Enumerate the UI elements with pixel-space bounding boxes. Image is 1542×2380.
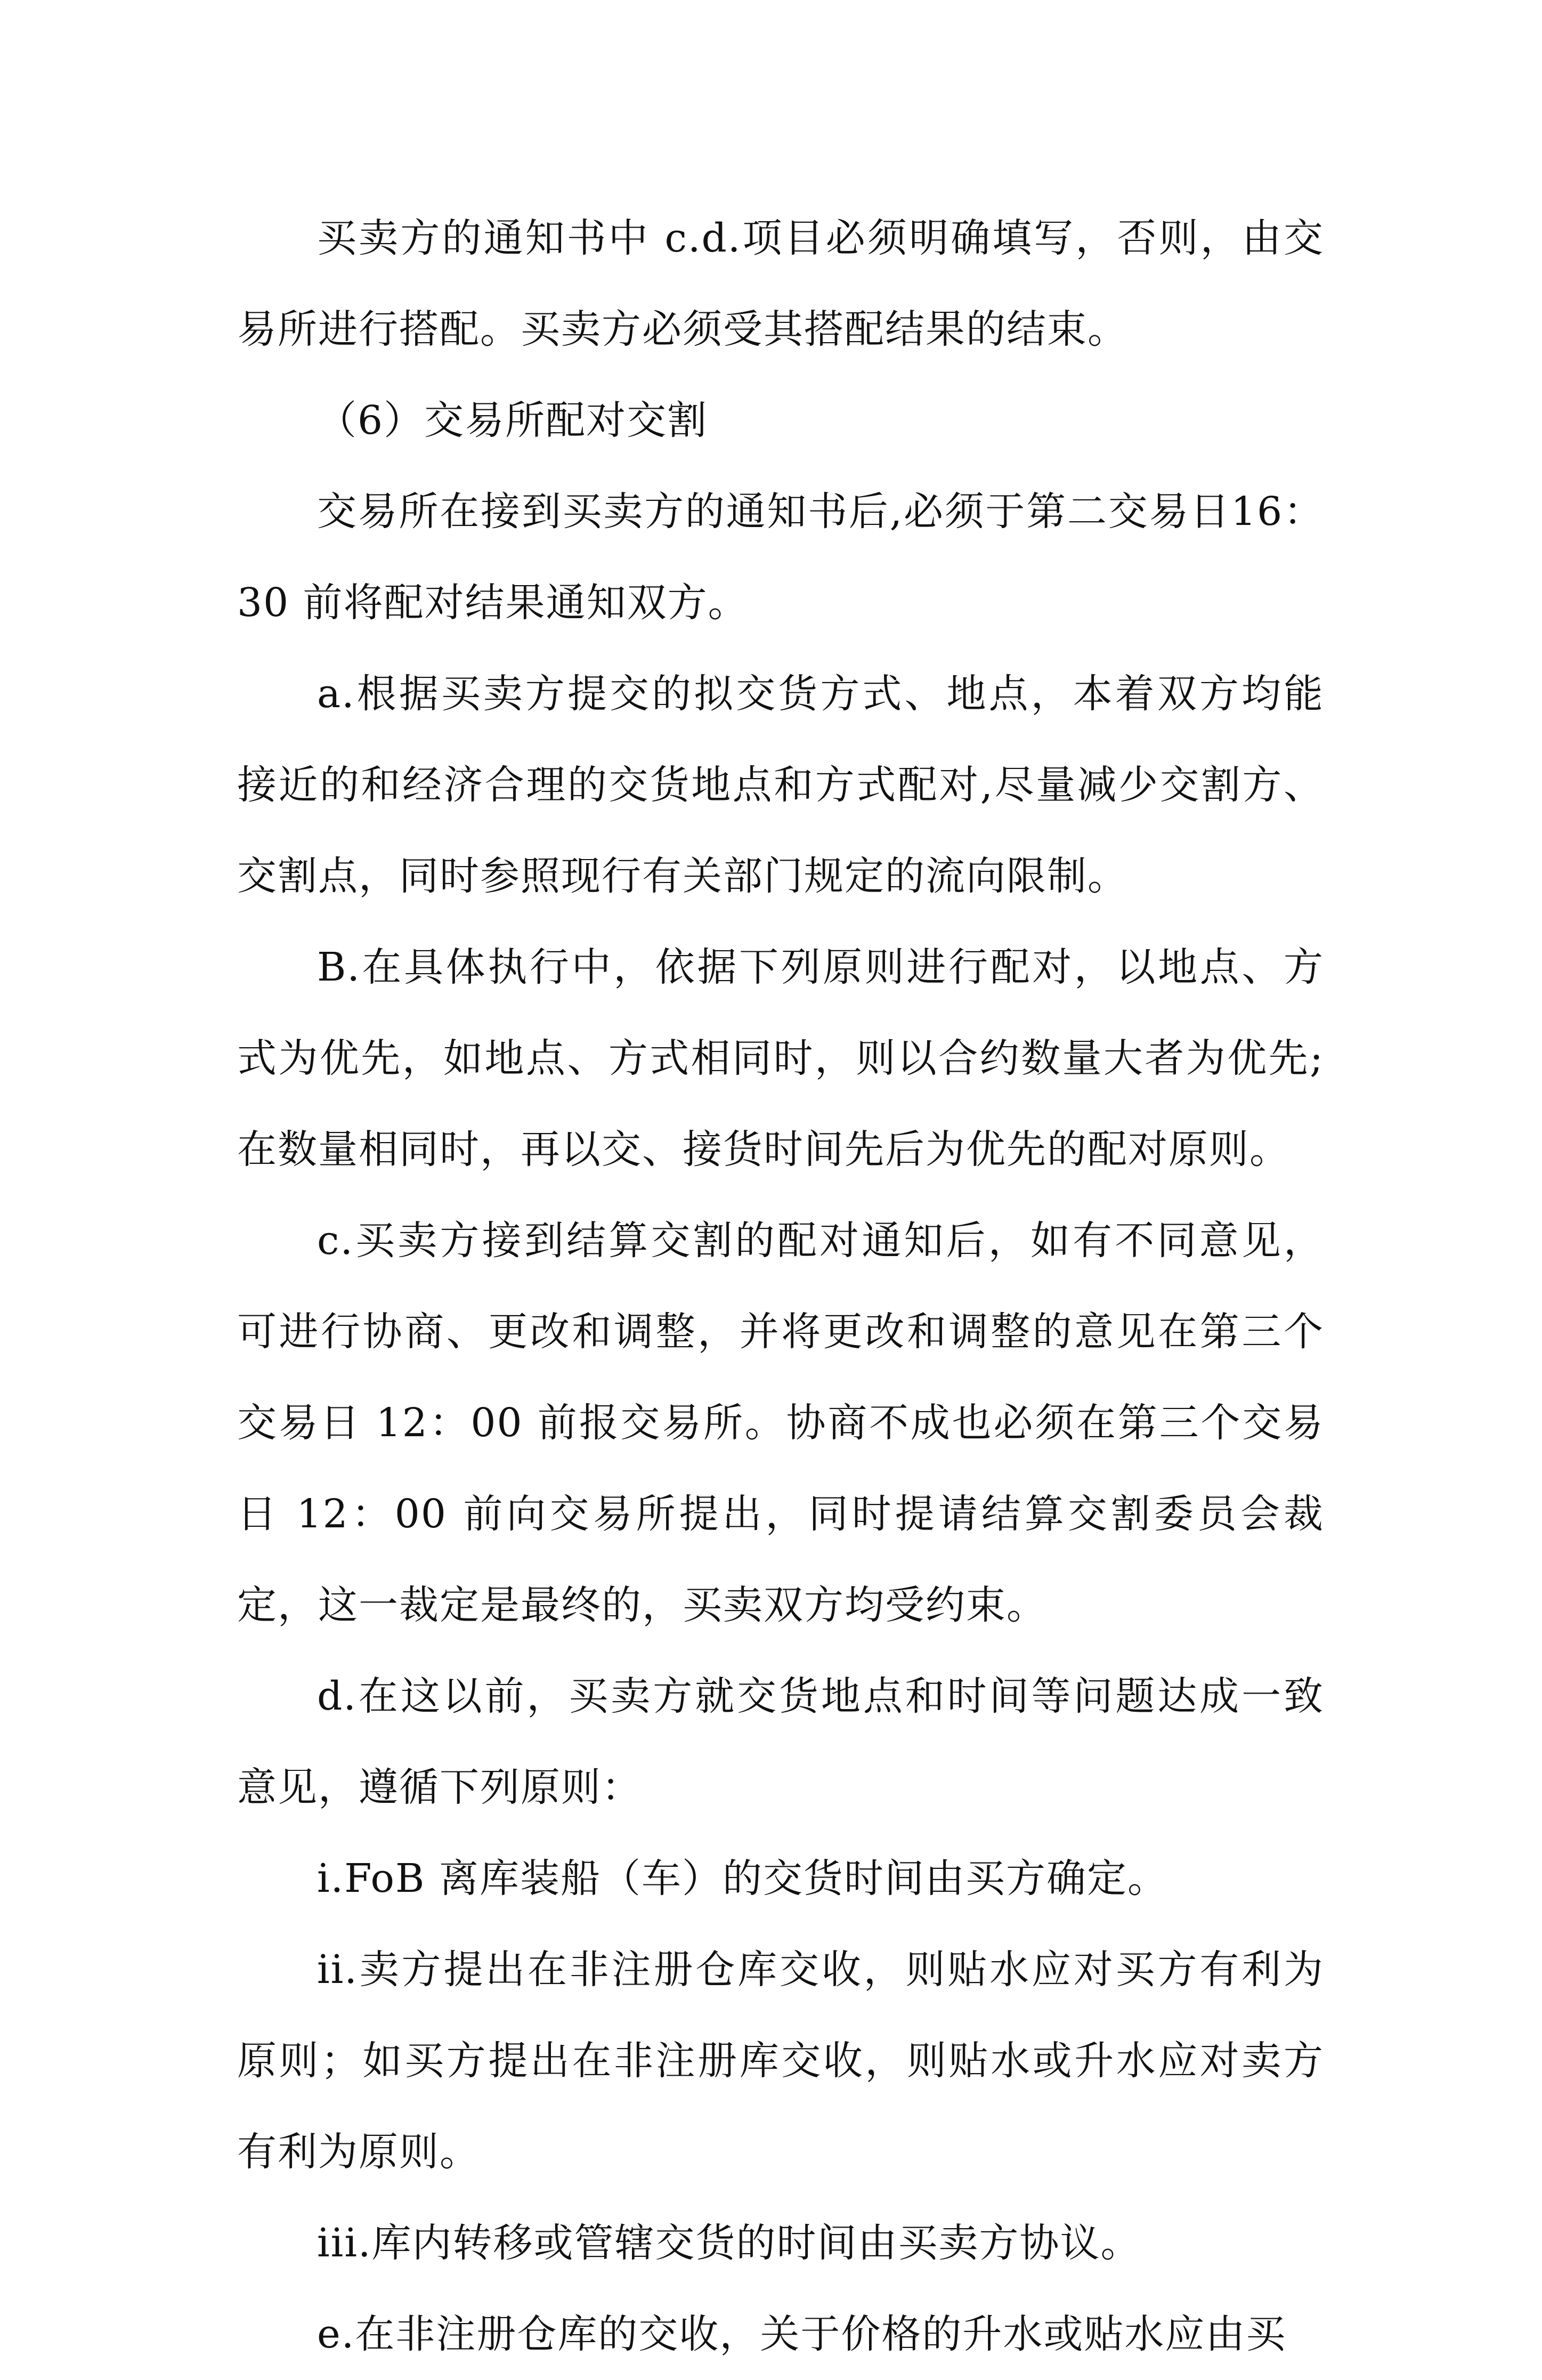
paragraph-item-e: e.在非注册仓库的交收，关于价格的升水或贴水应由买 [317, 2311, 1287, 2357]
paragraph-item-a: a.根据买卖方提交的拟交货方式、地点，本着双方均能接近的和经济合理的交货地点和方式配对,尽量减少交割方、交割点，同时参照现行有关部门规定的流向限制。 [237, 671, 1324, 899]
paragraph-item-iii: iii.库内转移或管辖交货的时间由买卖方协议。 [317, 2220, 1141, 2266]
paragraph-item-c: c.买卖方接到结算交割的配对通知后，如有不同意见，可进行协商、更改和调整，并将更改和调整的意见在第三个交易日 12：00 前报交易所。协商不成也必须在第三个交易日 12：00 前向交易所提出，同时提请结算交割委员会裁定，这一裁定是最终的，买卖双方均受约束。 [237, 1218, 1324, 1628]
paragraph-item-b: B.在具体执行中，依据下列原则进行配对，以地点、方式为优先，如地点、方式相同时，则以合约数量大者为优先;在数量相同时，再以交、接货时间先后为优先的配对原则。 [237, 944, 1324, 1172]
paragraph-item-ii: ii.卖方提出在非注册仓库交收，则贴水应对买方有利为原则；如买方提出在非注册库交收，则贴水或升水应对卖方有利为原则。 [237, 1947, 1324, 2175]
document-body [237, 193, 1324, 2380]
section-heading-matching-delivery: （6）交易所配对交割 [317, 398, 708, 443]
paragraph-item-i: i.FoB 离库装船（车）的交货时间由买方确定。 [317, 1856, 1168, 1901]
paragraph-notice-items: 买卖方的通知书中 c.d.项目必须明确填写，否则，由交易所进行搭配。买卖方必须受其搭配结果的结束。 [237, 215, 1324, 352]
paragraph-exchange-notice: 交易所在接到买卖方的通知书后,必须于第二交易日16：30 前将配对结果通知双方。 [237, 489, 1324, 626]
paragraph-item-d: d.在这以前，买卖方就交货地点和时间等问题达成一致意见，遵循下列原则： [237, 1673, 1324, 1810]
